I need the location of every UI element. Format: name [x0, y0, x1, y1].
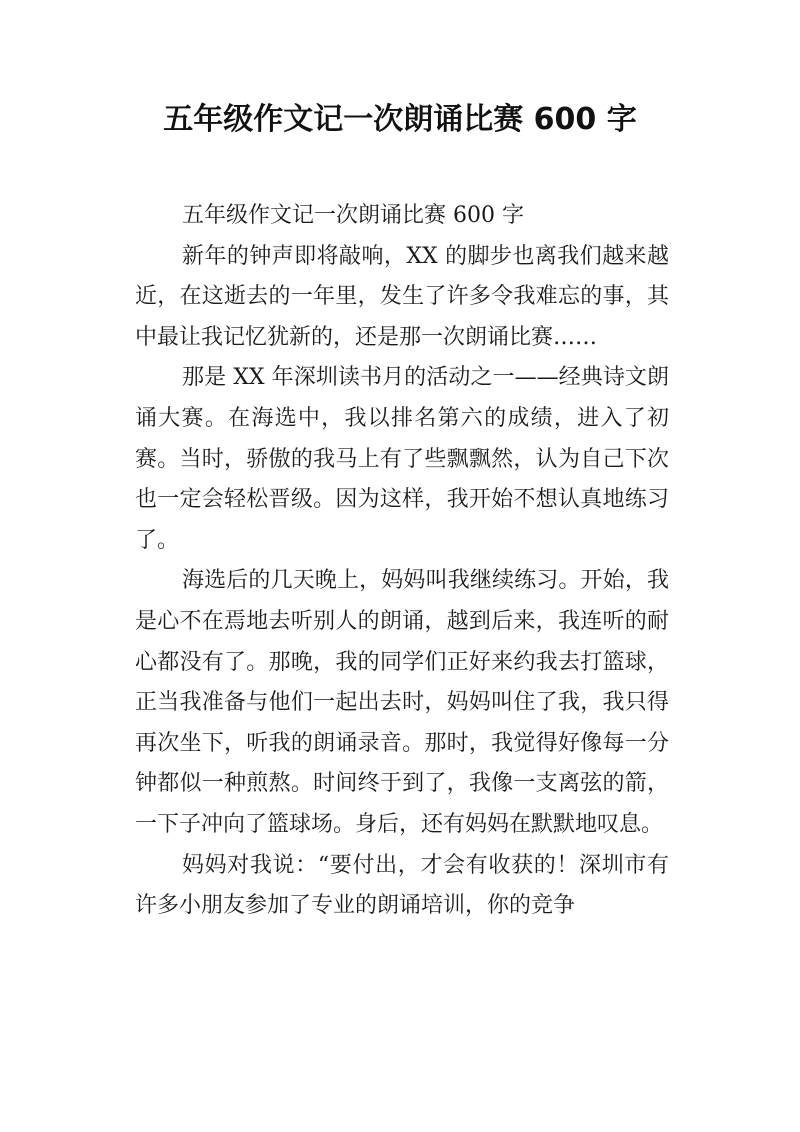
document-title: 五年级作文记一次朗诵比赛 600 字: [163, 102, 637, 137]
document-body: [135, 196, 669, 927]
paragraph-2: 那是 XX 年深圳读书月的活动之一——经典诗文朗诵大赛。在海选中，我以排名第六的成绩，进入了初赛。当时，骄傲的我马上有了些飘飘然，认为自己下次也一定会轻松晋级。因为这样，我开始不想认真地练习了。: [135, 365, 669, 553]
paragraph-3: 海选后的几天晚上，妈妈叫我继续练习。开始，我是心不在焉地去听别人的朗诵，越到后来，我连听的耐心都没有了。那晚，我的同学们正好来约我去打篮球，正当我准备与他们一起出去时，妈妈叫住了我，我只得再次坐下，听我的朗诵录音。那时，我觉得好像每一分钟都似一种煎熬。时间终于到了，我像一支离弦的箭，一下子冲向了篮球场。身后，还有妈妈在默默地叹息。: [135, 568, 669, 837]
paragraph-1: 新年的钟声即将敲响，XX 的脚步也离我们越来越近，在这逝去的一年里，发生了许多令我难忘的事，其中最让我记忆犹新的，还是那一次朗诵比赛……: [135, 243, 669, 350]
paragraph-4: 妈妈对我说：“要付出，才会有收获的！深圳市有许多小朋友参加了专业的朗诵培训，你的竞争: [135, 852, 669, 919]
paragraph-subtitle: 五年级作文记一次朗诵比赛 600 字: [182, 203, 524, 228]
